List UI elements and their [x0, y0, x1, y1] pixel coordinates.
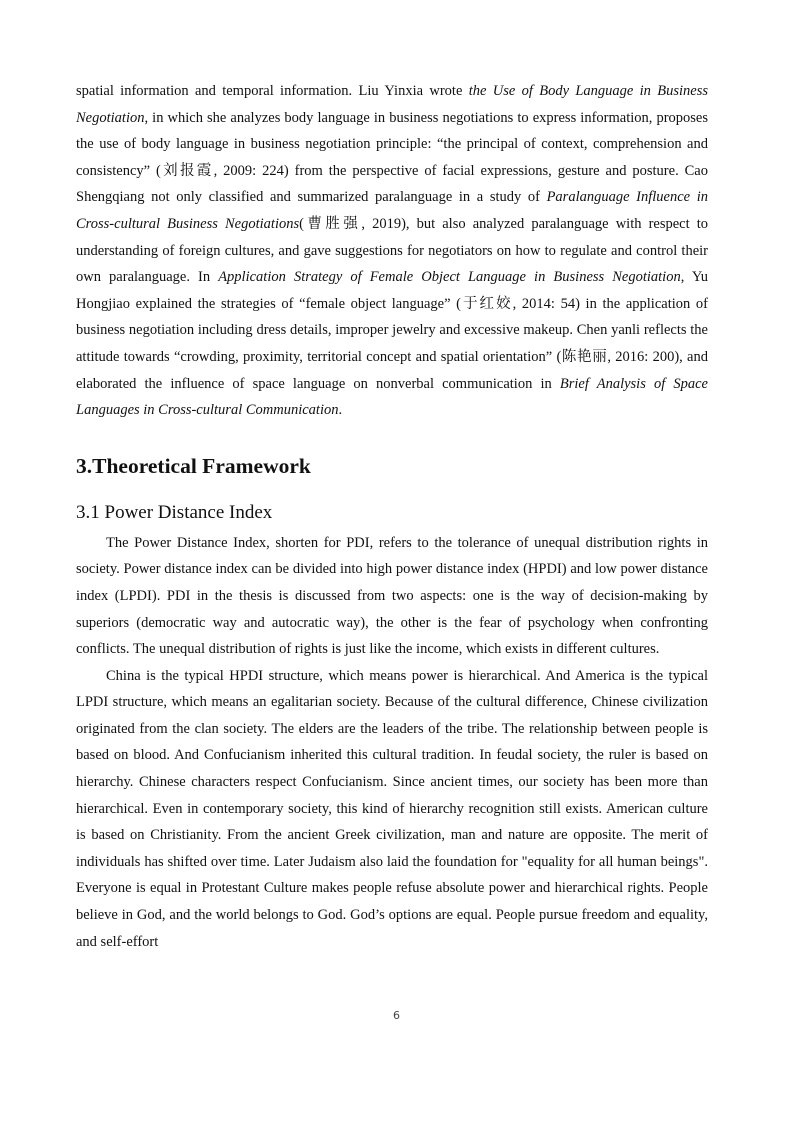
subsection-heading: 3.1 Power Distance Index: [76, 501, 273, 523]
page-number: 6: [393, 1009, 400, 1022]
text-run: spatial information and temporal information. Liu Yinxia wrote: [76, 83, 469, 99]
text-run: , in which she analyzes body language in business negotiations to express information, proposes the use of body language in business negotiation principle: “the principal of context, comprehension and consistency” (刘报霞, 2009: 224) from the perspective of facial expressions, gesture and posture. Cao Shengqiang not only classified and summarized paralanguage in a study of: [76, 109, 708, 206]
china-america-paragraph: China is the typical HPDI structure, which means power is hierarchical. And America is the typical LPDI structure, which means an egalitarian society. Because of the cultural difference, Chinese civilization originated from the clan society. The elders are the leaders of the tribe. The relationship between people is based on blood. And Confucianism inherited this cultural tradition. In feudal society, the ruler is based on hierarchy. Chinese characters respect Confucianism. Since ancient times, our society has been more than hierarchical. Even in contemporary society, this kind of hierarchy recognition still exists. American culture is based on Christianity. From the ancient Greek civilization, man and nature are opposite. The merit of individuals has shifted over time. Later Judaism also laid the foundation for "equality for all human beings". Everyone is equal in Protestant Culture makes people refuse absolute power and hierarchical rights. People believe in God, and the world belongs to God. God’s options are equal. People pursue freedom and equality, and self-effort: [76, 667, 708, 950]
work-title: Paralanguage Influence in Cross-cultural Business Negotiations: [76, 189, 708, 232]
text-run: .: [338, 402, 343, 419]
work-title: Application Strategy of Female Object Language in Business Negotiation: [218, 269, 681, 286]
section-heading: 3.Theoretical Framework: [76, 453, 311, 478]
work-title: Brief Analysis of Space Languages in Cross-cultural Communication: [76, 375, 708, 419]
work-title: the Use of Body Language in Business Negotiation: [76, 83, 708, 126]
literature-review-paragraph: [76, 78, 708, 424]
text-run: , Yu Hongjiao explained the strategies of “female object language” (于红姣, 2014: 54) in the application of business negotiation including dress details, improper jewelry and excessive makeup. Chen yanli reflects the attitude towards “crowding, proximity, territorial concept and spatial orientation” (陈艳丽, 2016: 200), and elaborated the influence of space language on nonverbal communication in: [76, 269, 708, 392]
document-body: [76, 78, 708, 955]
pdi-definition-paragraph: The Power Distance Index, shorten for PDI, refers to the tolerance of unequal distribution rights in society. Power distance index can be divided into high power distance index (HPDI) and low power distance index (LPDI). PDI in the thesis is discussed from two aspects: one is the way of decision-making by superiors (democratic way and autocratic way), the other is the fear of psychology when confronting conflicts. The unequal distribution of rights is just like the income, which exists in different cultures.: [76, 534, 708, 658]
text-run: (曹胜强, 2019), but also analyzed paralanguage with respect to understanding of foreign cultures, and gave suggestions for negotiators on how to regulate and control their own paralanguage. In: [76, 215, 709, 286]
